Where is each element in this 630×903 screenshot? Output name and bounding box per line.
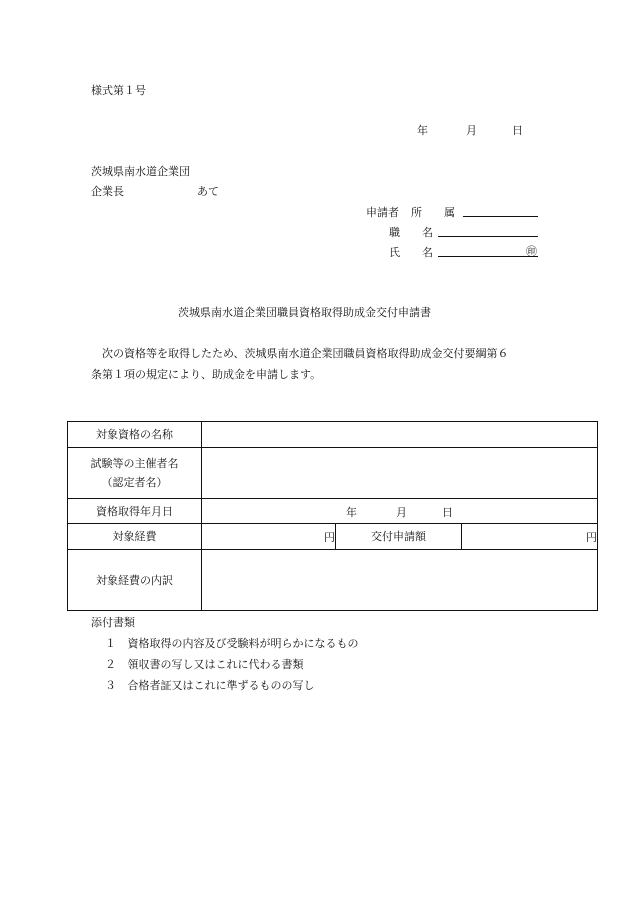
attachment-num: ２ <box>105 658 116 671</box>
organizer-label <box>68 448 202 499</box>
position-field[interactable] <box>438 236 538 237</box>
acquired-date-label: 資格取得年月日 <box>68 499 202 524</box>
recipient-suffix: あて <box>197 185 219 198</box>
qualification-name-field[interactable] <box>202 422 598 448</box>
attachment-text: 領収書の写し又はこれに代わる書類 <box>127 658 304 671</box>
affiliation-label: 所 属 <box>411 206 455 219</box>
date-month-label: 月 <box>466 124 477 137</box>
form-number: 様式第１号 <box>91 84 146 97</box>
name-field[interactable] <box>438 256 538 257</box>
expense-yen-unit: 円 <box>324 530 335 544</box>
table-row <box>68 448 598 499</box>
qualification-name-label: 対象資格の名称 <box>68 422 202 448</box>
document-title: 茨城県南水道企業団職員資格取得助成金交付申請書 <box>178 306 431 319</box>
attachment-text: 合格者証又はこれに準ずるものの写し <box>127 679 315 692</box>
attachment-item-3 <box>105 677 315 693</box>
body-text-line1: 次の資格等を取得したため、茨城県南水道企業団職員資格取得助成金交付要綱第６ <box>102 347 509 360</box>
expense-breakdown-label: 対象経費の内訳 <box>68 550 202 611</box>
position-label: 職 名 <box>389 226 433 239</box>
table-date-year: 年 <box>346 506 357 519</box>
seal-mark: ㊞ <box>526 245 537 258</box>
name-label: 氏 名 <box>389 246 433 259</box>
grant-amount-field[interactable] <box>462 524 598 550</box>
organizer-label-line2: （認定者名） <box>101 476 168 489</box>
expense-field[interactable] <box>202 524 336 550</box>
applicant-label: 申請者 <box>366 206 399 219</box>
date-day-label: 日 <box>512 124 523 137</box>
attachment-text: 資格取得の内容及び受験料が明らかになるもの <box>127 637 359 650</box>
table-date-month: 月 <box>396 506 407 519</box>
table-row <box>68 422 598 448</box>
affiliation-field[interactable] <box>463 216 538 217</box>
table-row <box>68 524 598 550</box>
application-table <box>67 421 598 611</box>
attachment-num: ３ <box>105 679 116 692</box>
body-text-line2: 条第１項の規定により、助成金を申請します。 <box>91 368 322 381</box>
attachment-num: １ <box>105 637 116 650</box>
date-year-label: 年 <box>417 124 428 137</box>
recipient-org: 茨城県南水道企業団 <box>91 165 190 178</box>
organizer-field[interactable] <box>202 448 598 499</box>
recipient-title: 企業長 <box>91 185 124 198</box>
attachment-item-2 <box>105 656 304 672</box>
attachment-item-1 <box>105 635 359 651</box>
organizer-label-line1: 試験等の主催者名 <box>90 457 179 470</box>
table-row <box>68 499 598 524</box>
expense-breakdown-field[interactable] <box>202 550 598 611</box>
acquired-date-field[interactable] <box>202 499 598 524</box>
attachments-title: 添付書類 <box>91 616 135 629</box>
grant-yen-unit: 円 <box>586 530 598 544</box>
table-date-day: 日 <box>442 506 453 519</box>
expense-label: 対象経費 <box>68 524 202 550</box>
grant-amount-label: 交付申請額 <box>336 524 462 550</box>
table-row <box>68 550 598 611</box>
